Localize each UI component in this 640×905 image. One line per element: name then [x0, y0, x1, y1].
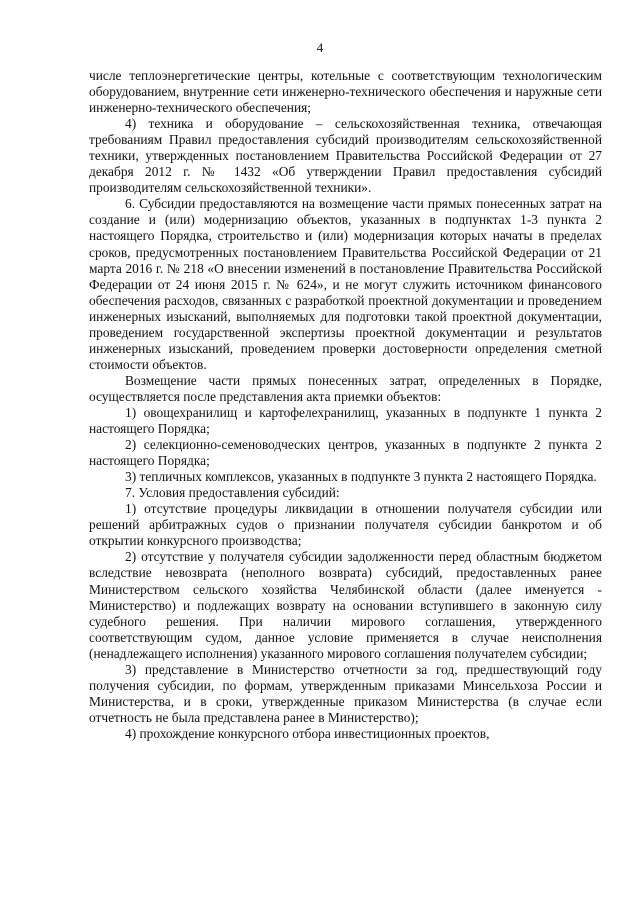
paragraph: 7. Условия предоставления субсидий:	[125, 485, 340, 501]
paragraph: 4) техника и оборудование – сельскохозяйственная техника, отвечающая требованиям Правил предоставления субсидий производителям сельскохозяйственной техники, утвержденных постановлением Правительства Российской Федерации от 27 декабря 2012 г. № 1432 «Об утверждении Правил предоставления субсидий производителям сельскохозяйственной техники».	[89, 116, 602, 196]
paragraph: 4) прохождение конкурсного отбора инвестиционных проектов,	[125, 725, 490, 741]
paragraph: 6. Субсидии предоставляются на возмещение части прямых понесенных затрат на создание и (или) модернизацию объектов, указанных в подпунктах 1-3 пункта 2 настоящего Порядка, строительство и (или) модернизация которых начаты в пределах сроков, предусмотренных постановлением Правительства Российской Федерации от 21 марта 2016 г. № 218 «О внесении изменений в постановление Правительства Российской Федерации от 24 июня 2015 г. № 624», и не могут служить источником финансового обеспечения расходов, связанных с разработкой проектной документации и проведением инженерных изысканий, выполняемых для подготовки такой проектной документации, проведением государственной экспертизы проектной документации и результатов инженерных изысканий, проведением проверки достоверности определения сметной стоимости объектов.	[89, 196, 602, 372]
paragraph: 3) тепличных комплексов, указанных в подпункте 3 пункта 2 настоящего Порядка.	[125, 469, 597, 485]
paragraph: 2) отсутствие у получателя субсидии задолженности перед областным бюджетом вследствие невозврата (неполного возврата) субсидий, предоставленных ранее Министерством сельского хозяйства Челябинской области (далее именуется - Министерство) и подлежащих возврату на основании вступившего в законную силу судебного решения. При наличии мирового соглашения, утвержденного соответствующим судом, данное условие применяется в случае неисполнения (ненадлежащего исполнения) указанного мирового соглашения получателем субсидии;	[89, 549, 602, 661]
paragraph: числе теплоэнергетические центры, котельные с соответствующим технологическим оборудованием, внутренние сети инженерно-технического обеспечения и наружные сети инженерно-технического обеспечения;	[89, 68, 602, 116]
paragraph: 1) овощехранилищ и картофелехранилищ, указанных в подпункте 1 пункта 2 настоящего Порядка;	[89, 404, 602, 437]
paragraph: Возмещение части прямых понесенных затрат, определенных в Порядке, осуществляется после представления акта приемки объектов:	[89, 372, 602, 404]
paragraph: 3) представление в Министерство отчетности за год, предшествующий году получения субсидии, по формам, утвержденным приказами Минсельхоза России и Министерства, и в сроки, утвержденные приказом Министерства (в случае если отчетность не была представлена ранее в Министерство);	[89, 661, 602, 725]
paragraph: 2) селекционно-семеноводческих центров, указанных в подпункте 2 пункта 2 настоящего Порядка;	[89, 437, 602, 469]
document-body	[89, 68, 602, 742]
page-number: 4	[316, 40, 324, 55]
paragraph: 1) отсутствие процедуры ликвидации в отношении получателя субсидии или решений арбитражных судов о признании получателя субсидии банкротом и об открытии конкурсного производства;	[89, 501, 602, 549]
